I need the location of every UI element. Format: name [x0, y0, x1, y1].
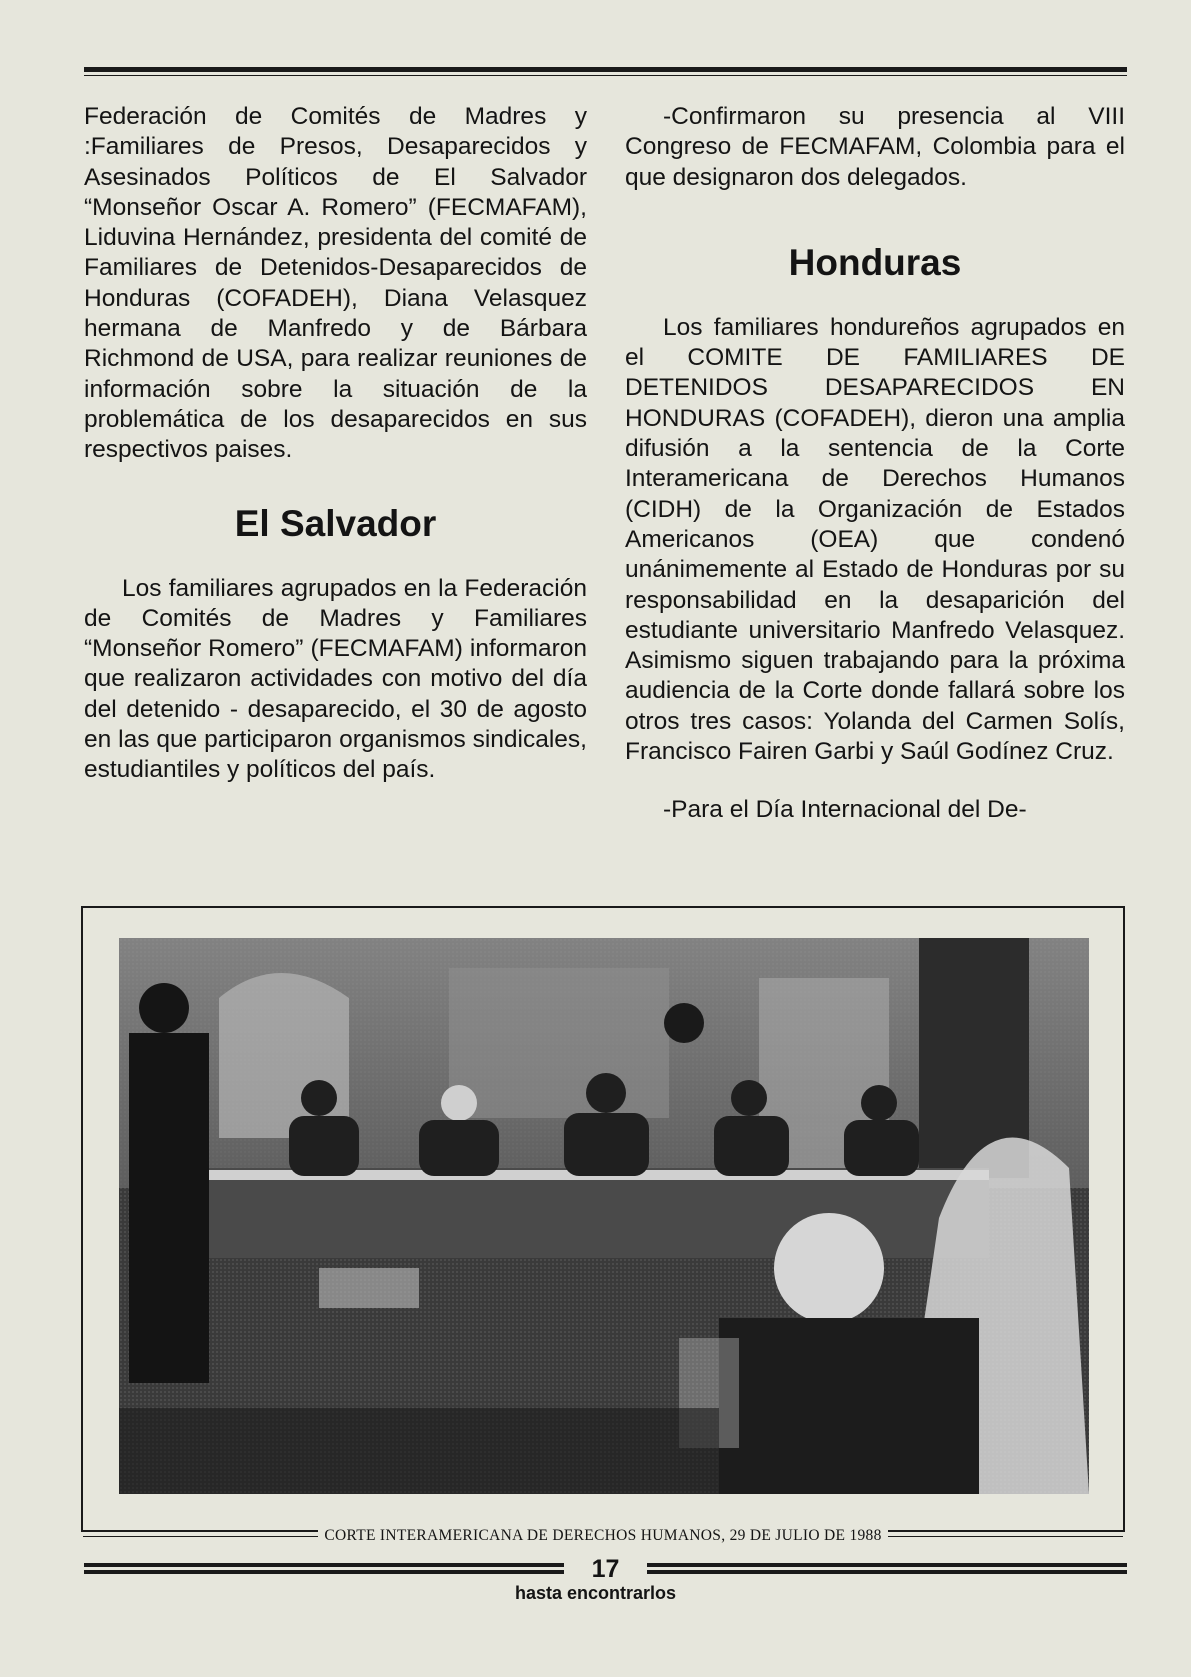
photo-caption-text: CORTE INTERAMERICANA DE DERECHOS HUMANOS, 29 DE JULIO DE 1988 [318, 1527, 887, 1544]
photo-frame [81, 906, 1125, 1544]
el-salvador-heading: El Salvador [234, 502, 437, 544]
honduras-heading: Honduras [788, 241, 962, 283]
top-rule [84, 67, 1127, 77]
photo-caption [83, 1527, 1123, 1545]
page-footer [84, 1555, 1127, 1583]
court-session-illustration [119, 938, 1089, 1494]
dia-paragraph: -Para el Día Internacional del De- [663, 796, 1027, 824]
honduras-paragraph: Los familiares hondureños agrupados en el COMITE DE FAMILIARES DE DETENIDOS DESAPARECIDOS EN HONDURAS (COFADEH), dieron una amplia difusión a la sentencia de la Corte Interamericana de Derechos Humanos (CIDH) de la Organización de Estados Americanos (OEA) que condenó unánimemente al Estado de Honduras por su responsabilidad en la desaparición del estudiante universitario Manfredo Velasquez. Asimismo siguen trabajando para la próxima audiencia de la Corte donde fallará sobre los otros tres casos: Yolanda del Carmen Solís, Francisco Fairen Garbi y Saúl Godínez Cruz. [625, 313, 1125, 766]
page-number: 17 [591, 1555, 620, 1583]
right-column [625, 102, 1125, 826]
congress-paragraph: -Confirmaron su presencia al VIII Congreso de FECMAFAM, Colombia para el que designaron dos delegados. [625, 103, 1125, 191]
footer-rule-right [647, 1563, 1127, 1574]
court-session-photo [119, 938, 1089, 1494]
el-salvador-paragraph: Los familiares agrupados en la Federación de Comités de Madres y Familiares “Monseñor Romero” (FECMAFAM) informaron que realizaron actividades con motivo del día del detenido - desaparecido, el 30 de agosto en las que participaron organismos sindicales, estudiantiles y políticos del país. [84, 574, 587, 784]
left-column [84, 102, 587, 786]
intro-paragraph: Federación de Comités de Madres y :Familiares de Presos, Desaparecidos y Asesinados Políticos de El Salvador “Monseñor Oscar A. Romero” (FECMAFAM), Liduvina Hernández, presidenta del comité de Familiares de Detenidos-Desaparecidos de Honduras (COFADEH), Diana Velasquez hermana de Manfredo y de Bárbara Richmond de USA, para realizar reuniones de información sobre la situación de la problemática de los desaparecidos en sus respectivos paises. [84, 103, 587, 464]
publication-name: hasta encontrarlos [514, 1583, 677, 1603]
